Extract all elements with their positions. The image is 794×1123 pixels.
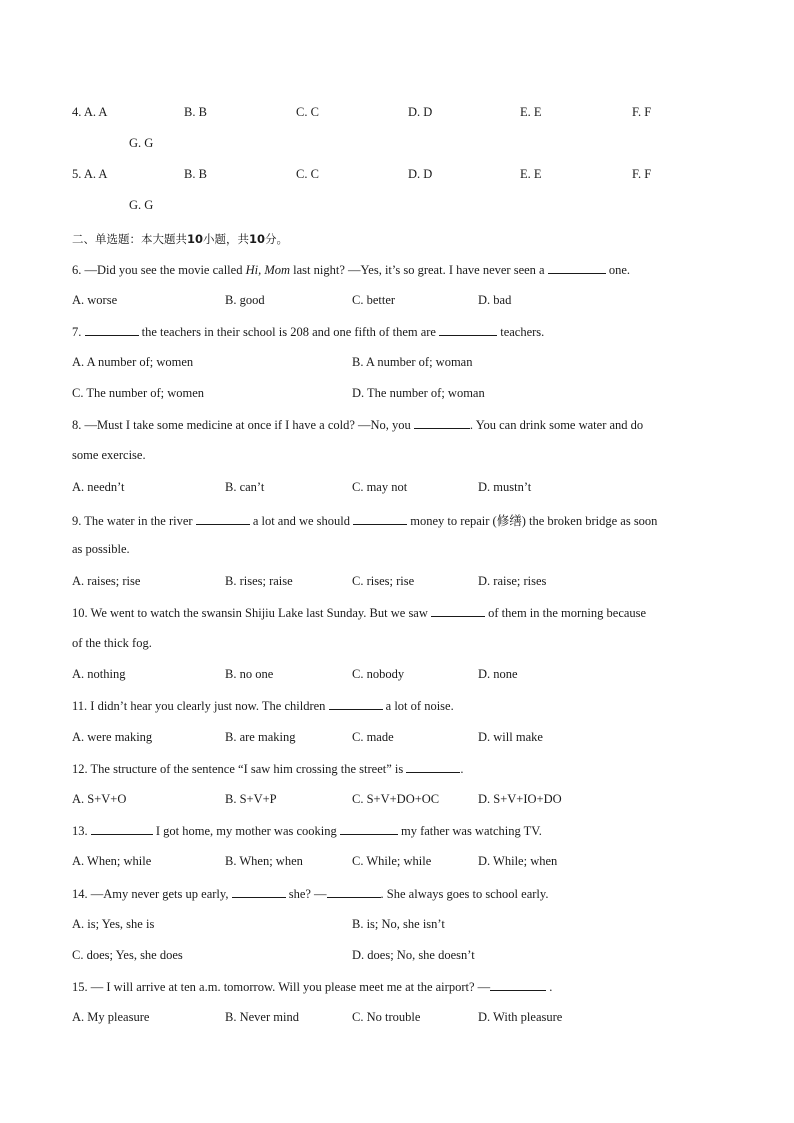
- section-heading: 二、单选题：本大题共10小题，共10分。: [72, 232, 289, 246]
- option-b[interactable]: B. good: [225, 293, 265, 307]
- option-4-b[interactable]: B. B: [184, 105, 207, 119]
- question-12-stem: 12. The structure of the sentence “I saw him crossing the street” is .: [72, 762, 464, 776]
- option-c[interactable]: C. The number of; women: [72, 386, 205, 400]
- answer-blank[interactable]: [85, 324, 139, 336]
- option-a[interactable]: A. worse: [72, 293, 118, 307]
- answer-blank[interactable]: [232, 886, 286, 898]
- question-6-stem: 6. —Did you see the movie called Hi, Mom last night? —Yes, it’s so great. I have never seen a one.: [72, 263, 631, 277]
- option-5-d[interactable]: D. D: [408, 167, 433, 181]
- option-a[interactable]: A. nothing: [72, 667, 126, 681]
- option-c[interactable]: C. made: [352, 730, 394, 744]
- answer-blank[interactable]: [196, 513, 250, 525]
- option-a[interactable]: A. S+V+O: [72, 792, 127, 806]
- option-d[interactable]: D. does; No, she doesn’t: [352, 948, 475, 962]
- question-11-stem: 11. I didn’t hear you clearly just now. The children a lot of noise.: [72, 699, 454, 713]
- question-number: 4.: [72, 105, 82, 119]
- option-c[interactable]: C. No trouble: [352, 1010, 421, 1024]
- option-b[interactable]: B. A number of; woman: [352, 355, 473, 369]
- answer-blank[interactable]: [327, 886, 381, 898]
- answer-blank[interactable]: [91, 823, 153, 835]
- option-a[interactable]: A. When; while: [72, 854, 152, 868]
- question-13-stem: 13. I got home, my mother was cooking my father was watching TV.: [72, 824, 542, 838]
- option-b[interactable]: B. rises; raise: [225, 574, 293, 588]
- answer-blank[interactable]: [414, 417, 470, 429]
- question-10-stem: 10. We went to watch the swansin Shijiu Lake last Sunday. But we saw of them in the morning because: [72, 606, 647, 620]
- option-d[interactable]: D. mustn’t: [478, 480, 532, 494]
- option-a[interactable]: A. A number of; women: [72, 355, 194, 369]
- option-b[interactable]: B. no one: [225, 667, 274, 681]
- answer-blank[interactable]: [548, 262, 606, 274]
- option-d[interactable]: D. While; when: [478, 854, 558, 868]
- answer-blank[interactable]: [353, 513, 407, 525]
- question-8-stem: 8. —Must I take some medicine at once if I have a cold? —No, you . You can drink some water and do: [72, 418, 644, 432]
- option-5-a[interactable]: [72, 167, 107, 182]
- option-b[interactable]: B. can’t: [225, 480, 265, 494]
- option-c[interactable]: C. better: [352, 293, 396, 307]
- option-4-e[interactable]: E. E: [520, 105, 542, 119]
- question-8-stem-cont: some exercise.: [72, 448, 146, 462]
- option-5-c[interactable]: C. C: [296, 167, 319, 181]
- option-5-g[interactable]: G. G: [129, 198, 154, 212]
- question-10-stem-cont: of the thick fog.: [72, 636, 152, 650]
- answer-blank[interactable]: [439, 324, 497, 336]
- answer-blank[interactable]: [431, 605, 485, 617]
- question-9-stem: 9. The water in the river a lot and we should money to repair (修缮) the broken bridge as soon: [72, 514, 658, 528]
- option-c[interactable]: C. rises; rise: [352, 574, 415, 588]
- option-4-c[interactable]: C. C: [296, 105, 319, 119]
- question-15-stem: 15. — I will arrive at ten a.m. tomorrow. Will you please meet me at the airport? — .: [72, 980, 553, 994]
- option-d[interactable]: D. bad: [478, 293, 512, 307]
- option-label: A. A: [83, 105, 108, 119]
- option-b[interactable]: B. Never mind: [225, 1010, 299, 1024]
- option-a[interactable]: A. My pleasure: [72, 1010, 150, 1024]
- option-4-g[interactable]: G. G: [129, 136, 154, 150]
- question-7-stem: 7. the teachers in their school is 208 and one fifth of them are teachers.: [72, 325, 545, 339]
- option-b[interactable]: B. are making: [225, 730, 296, 744]
- option-d[interactable]: D. none: [478, 667, 518, 681]
- option-d[interactable]: D. S+V+IO+DO: [478, 792, 562, 806]
- answer-blank[interactable]: [329, 698, 383, 710]
- option-a[interactable]: A. raises; rise: [72, 574, 141, 588]
- option-4-d[interactable]: D. D: [408, 105, 433, 119]
- question-9-stem-cont: as possible.: [72, 542, 130, 556]
- option-5-f[interactable]: F. F: [632, 167, 652, 181]
- option-d[interactable]: D. will make: [478, 730, 543, 744]
- option-5-b[interactable]: B. B: [184, 167, 207, 181]
- option-b[interactable]: B. S+V+P: [225, 792, 277, 806]
- option-c[interactable]: C. S+V+DO+OC: [352, 792, 440, 806]
- answer-blank[interactable]: [406, 761, 460, 773]
- question-number: 5.: [72, 167, 82, 181]
- option-c[interactable]: C. nobody: [352, 667, 405, 681]
- option-4-f[interactable]: F. F: [632, 105, 652, 119]
- question-14-stem: 14. —Amy never gets up early, she? — . She always goes to school early.: [72, 887, 549, 901]
- option-d[interactable]: D. With pleasure: [478, 1010, 563, 1024]
- option-b[interactable]: B. When; when: [225, 854, 303, 868]
- option-d[interactable]: D. raise; rises: [478, 574, 547, 588]
- answer-blank[interactable]: [490, 979, 546, 991]
- option-d[interactable]: D. The number of; woman: [352, 386, 485, 400]
- option-a[interactable]: A. needn’t: [72, 480, 125, 494]
- option-label: A. A: [83, 167, 108, 181]
- option-c[interactable]: C. While; while: [352, 854, 432, 868]
- option-b[interactable]: B. is; No, she isn’t: [352, 917, 445, 931]
- answer-blank[interactable]: [340, 823, 398, 835]
- option-c[interactable]: C. may not: [352, 480, 408, 494]
- option-4-a[interactable]: [72, 105, 107, 120]
- option-5-e[interactable]: E. E: [520, 167, 542, 181]
- option-c[interactable]: C. does; Yes, she does: [72, 948, 183, 962]
- option-a[interactable]: A. is; Yes, she is: [72, 917, 155, 931]
- option-a[interactable]: A. were making: [72, 730, 153, 744]
